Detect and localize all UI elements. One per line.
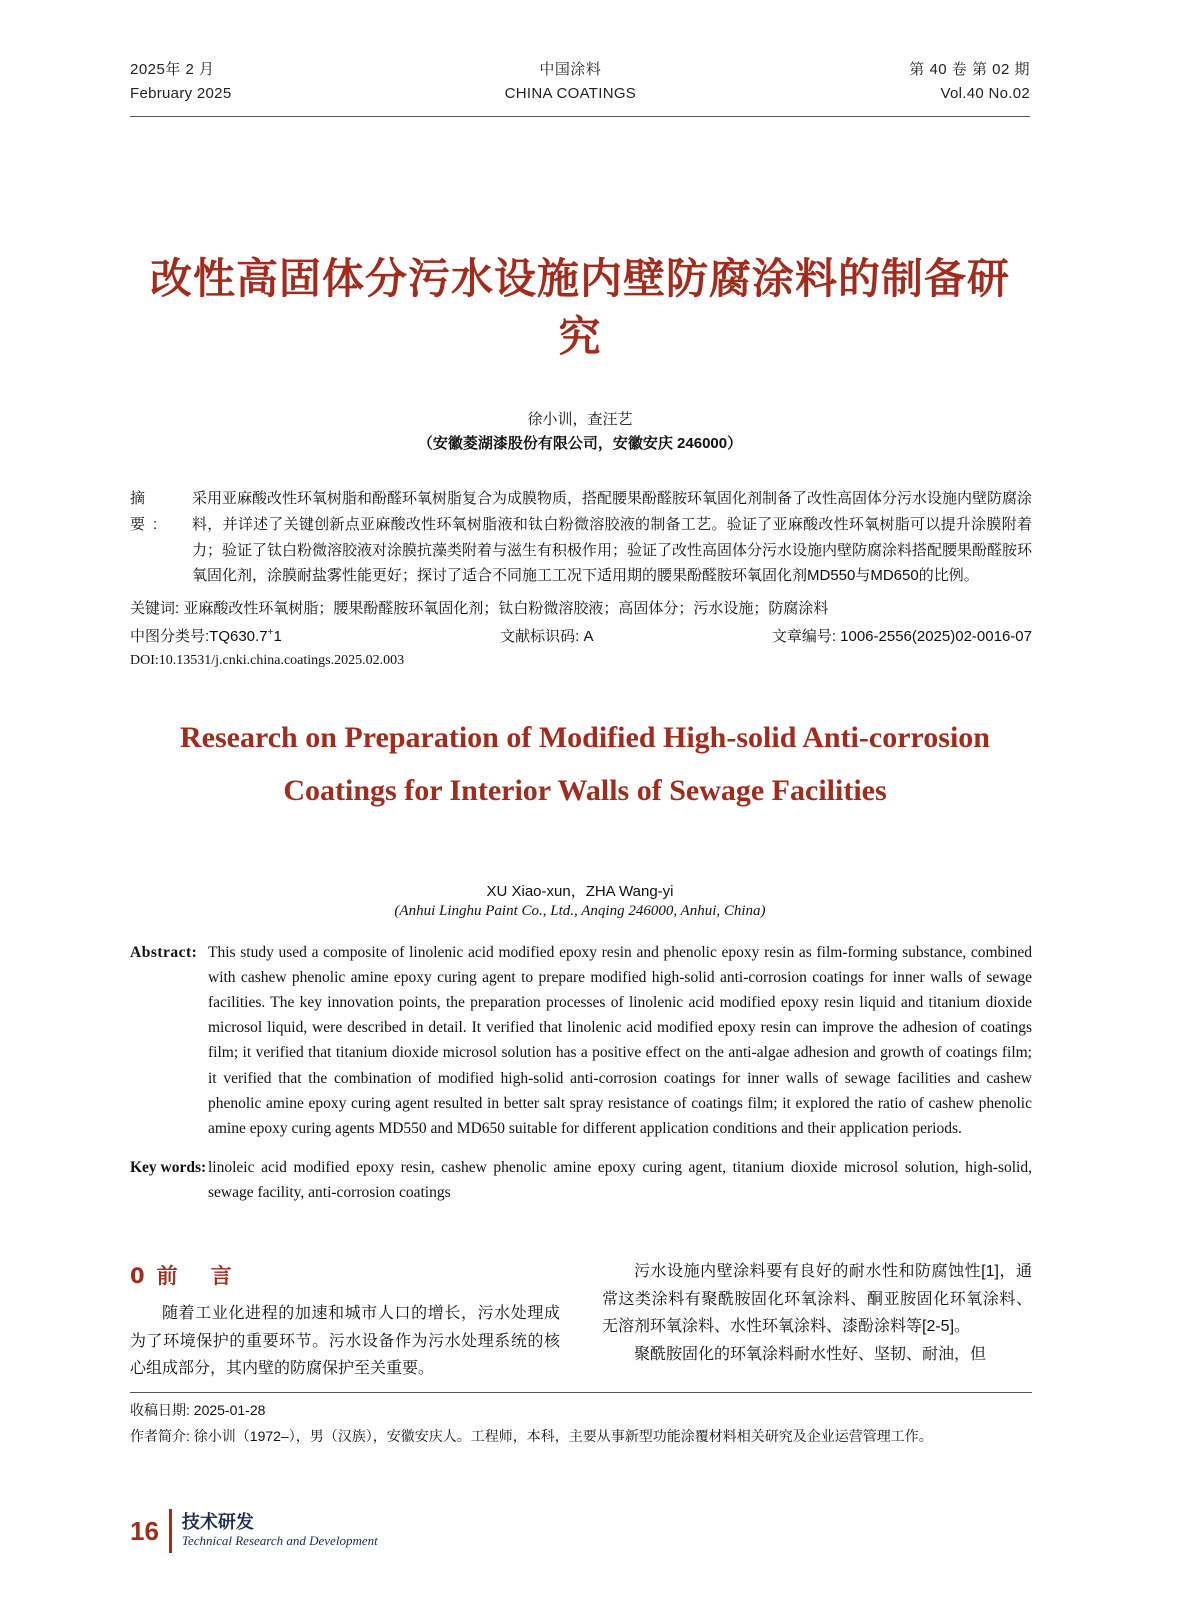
footer-section-en: Technical Research and Development [181,1532,378,1548]
issue-date-cn: 2025年 2 月 [130,61,215,78]
body-columns [130,1258,1032,1388]
abstract-cn [130,486,1032,589]
footnote-divider [130,1392,1032,1393]
header-divider [130,116,1030,117]
keywords-text-en: linoleic acid modified epoxy resin, cashew phenolic amine epoxy curing agent, titanium dioxide microsol solution, high-solid, sewage facility, anti-corrosion coatings [208,1159,1032,1202]
running-head [130,58,1030,102]
section-number: 0 [130,1264,157,1288]
document-code: 文献标识码: A [500,628,594,645]
abstract-label-en: Abstract: [130,944,198,961]
paragraph: 随着工业化进程的加速和城市人口的增长，污水处理成为了环境保护的重要环节。污水设备作为污水处理系统的核心组成部分，其内壁的防腐保护至关重要。 [130,1305,560,1378]
author-bio: 作者简介: 徐小训（1972–），男（汉族），安徽安庆人。工程师，本科，主要从事新型功能涂覆材料相关研究及企业运营管理工作。 [130,1427,933,1444]
paragraph: 污水设施内壁涂料要有良好的耐水性和防腐蚀性[1]，通常这类涂料有聚酰胺固化环氧涂料、酮亚胺固化环氧涂料、无溶剂环氧涂料、水性环氧涂料、漆酚涂料等[2-5]。 [602,1263,1032,1336]
body-column-right [602,1258,1032,1368]
footer-accent-bar [169,1509,172,1553]
keywords-label-cn: 关键词: [130,600,180,617]
abstract-en [130,940,1032,1141]
journal-name-cn: 中国涂料 [539,61,602,78]
keywords-en [130,1155,1032,1205]
running-head-center [505,58,636,102]
volume-issue-cn: 第 40 卷 第 02 期 [909,61,1030,78]
footer-section-cn: 技术研发 [181,1512,254,1534]
affiliation-en: (Anhui Linghu Paint Co., Ltd., Anqing 246000, Anhui, China) [394,903,766,919]
abstract-label-cn: 摘 要: [130,490,177,533]
footnotes [130,1398,1032,1450]
classification-row [130,625,1032,646]
clc-label: 中图分类号: [130,628,210,645]
keywords-label-en: Key words: [130,1159,207,1176]
affiliation-cn: （安徽菱湖漆股份有限公司，安徽安庆 246000） [417,435,743,452]
clc-number [130,625,282,646]
clc-tail: 1 [273,628,282,645]
doi: DOI:10.13531/j.cnki.china.coatings.2025.02.003 [130,653,405,668]
running-head-left [130,58,231,102]
clc-value: TQ630.7 [209,628,268,645]
body-column-left [130,1258,560,1383]
abstract-text-cn: 采用亚麻酸改性环氧树脂和酚醛环氧树脂复合为成膜物质，搭配腰果酚醛胺环氧固化剂制备了改性高固体分污水设施内壁防腐涂料，并详述了关键创新点亚麻酸改性环氧树脂液和钛白粉微溶胶液的制备工艺。验证了亚麻酸改性环氧树脂可以提升涂膜附着力；验证了钛白粉微溶胶液对涂膜抗藻类附着与滋生有积极作用；验证了改性高固体分污水设施内壁防腐涂料搭配腰果酚醛胺环氧固化剂，涂膜耐盐雾性能更好；探讨了适合不同施工工况下适用期的腰果酚醛胺环氧固化剂MD550与MD650的比例。 [192,490,1033,585]
authors-en: XU Xiao-xun，ZHA Wang-yi [486,883,674,900]
paragraph: 聚酰胺固化的环氧涂料耐水性好、坚韧、耐油，但 [634,1345,987,1363]
page-number: 16 [130,1515,159,1546]
keywords-text-cn: 亚麻酸改性环氧树脂；腰果酚醛胺环氧固化剂；钛白粉微溶胶液；高固体分；污水设施；防腐涂料 [183,600,829,617]
authors-cn: 徐小训，查汪艺 [527,411,633,428]
section-heading [130,1258,560,1294]
section-title: 前 言 [156,1264,238,1288]
volume-issue-en: Vol.40 No.02 [940,85,1030,102]
keywords-cn [130,596,1032,622]
journal-name-en: CHINA COATINGS [504,85,637,102]
clc-superscript: + [267,627,274,638]
page-footer [130,1505,630,1557]
received-date: 收稿日期: 2025-01-28 [130,1402,266,1418]
footer-section [182,1513,378,1549]
issue-date-en: February 2025 [130,85,232,102]
page-title-en: Research on Preparation of Modified High-solid Anti-corrosion Coatings for Interior Walls of Sewage Facilities [180,721,990,807]
page-title-cn: 改性高固体分污水设施内壁防腐涂料的制备研究 [149,254,1010,361]
abstract-text-en: This study used a composite of linolenic acid modified epoxy resin and phenolic epoxy resin as film-forming substance, combined with cashew phenolic amine epoxy curing agent to prepare modified high-solid anti-corrosion coatings for inner walls of sewage facilities. The key innovation points, the preparation processes of linolenic acid modified epoxy resin liquid and titanium dioxide microsol liquid, were described in detail. It verified that linolenic acid modified epoxy resin can improve the adhesion of coatings film; it verified that titanium dioxide microsol solution has a positive effect on the anti-algae adhesion and growth of coatings film; it verified that the combination of modified high-solid anti-corrosion coatings for inner walls of sewage facilities and cashew phenolic amine epoxy curing agent resulted in better salt spray resistance of coatings film; it explored the ratio of cashew phenolic amine epoxy curing agents MD550 and MD650 suitable for different application conditions and their application periods. [208,944,1032,1137]
article-id: 文章编号: 1006-2556(2025)02-0016-07 [771,628,1032,645]
running-head-right [909,58,1030,102]
